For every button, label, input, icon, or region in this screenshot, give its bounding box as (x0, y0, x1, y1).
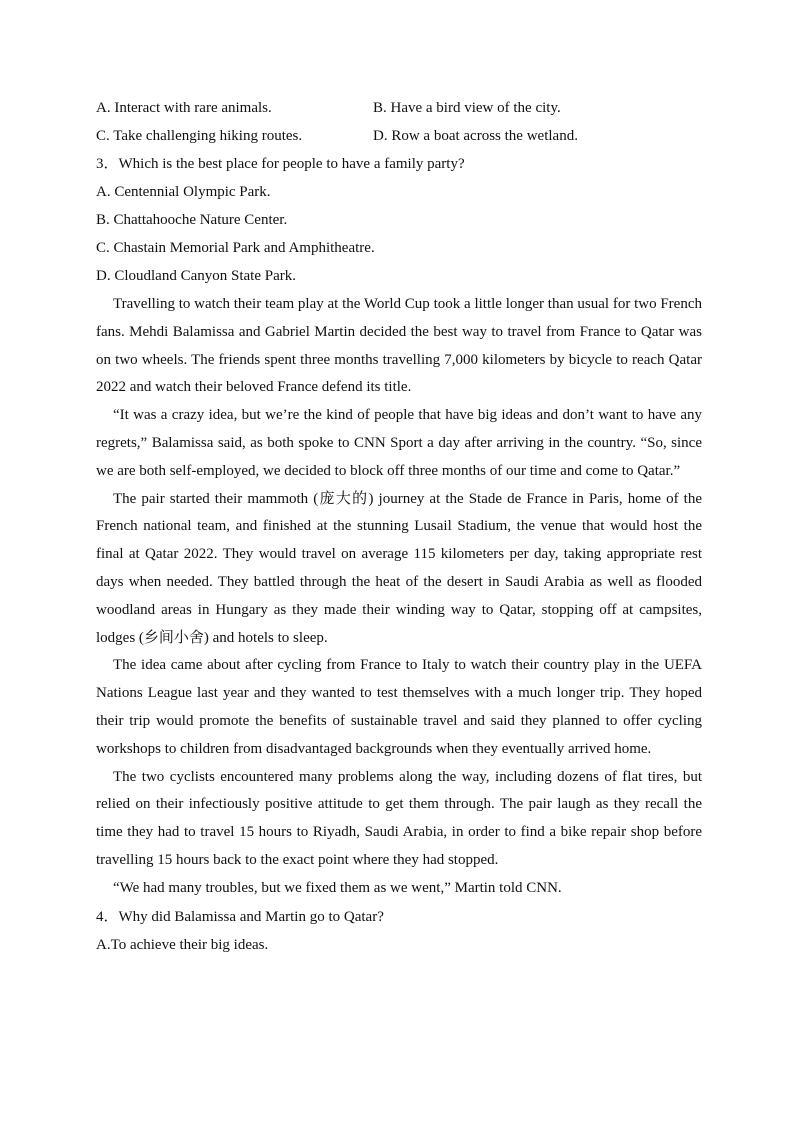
passage-paragraph-1: Travelling to watch their team play at the World Cup took a little longer than usual for two French fans. Mehdi Balamissa and Gabriel Martin decided the best way to travel from France to Qatar was on two wheels. The friends spent three months travelling 7,000 kilometers by bicycle to reach Qatar 2022 and watch their beloved France defend its title. (96, 296, 702, 396)
document-page (96, 94, 702, 959)
passage-paragraph-5: The two cyclists encountered many problems along the way, including dozens of flat tires, but relied on their infectiously positive attitude to get them through. The pair laugh as they recall the time they had to travel 15 hours to Riyadh, Saudi Arabia, in order to find a bike repair shop before travelling 15 hours back to the exact point where they had stopped. (96, 768, 702, 868)
q3-option-a: A. Centennial Olympic Park. (96, 184, 271, 200)
q2-option-c: C. Take challenging hiking routes. (96, 128, 303, 144)
passage-paragraph-2: “It was a crazy idea, but we’re the kind of people that have big ideas and don’t want to have any regrets,” Balamissa said, as both spoke to CNN Sport a day after arriving in the country. “So, since we are both self-employed, we decided to block off three months of our time and come to Qatar.” (96, 407, 702, 479)
q2-option-b: B. Have a bird view of the city. (373, 100, 561, 116)
q4-option-a: A.To achieve their big ideas. (96, 936, 269, 953)
passage-paragraph-6: “We had many troubles, but we fixed them as we went,” Martin told CNN. (113, 879, 562, 896)
q3-option-d: D. Cloudland Canyon State Park. (96, 268, 296, 284)
q3-option-b: B. Chattahooche Nature Center. (96, 212, 288, 228)
q4-question: 4．Why did Balamissa and Martin go to Qatar? (96, 908, 384, 925)
q3-option-c: C. Chastain Memorial Park and Amphitheatre. (96, 240, 375, 256)
passage-paragraph-4: The idea came about after cycling from France to Italy to watch their country play in the UEFA Nations League last year and they wanted to test themselves with a much longer trip. They hoped their trip would promote the benefits of sustainable travel and said they planned to offer cycling workshops to children from disadvantaged backgrounds when they eventually arrived home. (96, 657, 702, 757)
passage-paragraph-3: The pair started their mammoth (庞大的) journey at the Stade de France in Paris, home of the French national team, and finished at the stunning Lusail Stadium, the venue that would host the final at Qatar 2022. They would travel on average 115 kilometers per day, taking appropriate rest days when needed. They battled through the heat of the desert in Saudi Arabia as well as flooded woodland areas in Hungary as they made their winding way to Qatar, stopping off at campsites, lodges (乡间小舍) and hotels to sleep. (96, 490, 702, 646)
q2-options-row-2 (96, 122, 702, 150)
q2-options-row-1 (96, 94, 702, 122)
q2-option-d: D. Row a boat across the wetland. (373, 128, 578, 144)
q3-question: 3．Which is the best place for people to have a family party? (96, 156, 465, 172)
q2-option-a: A. Interact with rare animals. (96, 100, 272, 116)
